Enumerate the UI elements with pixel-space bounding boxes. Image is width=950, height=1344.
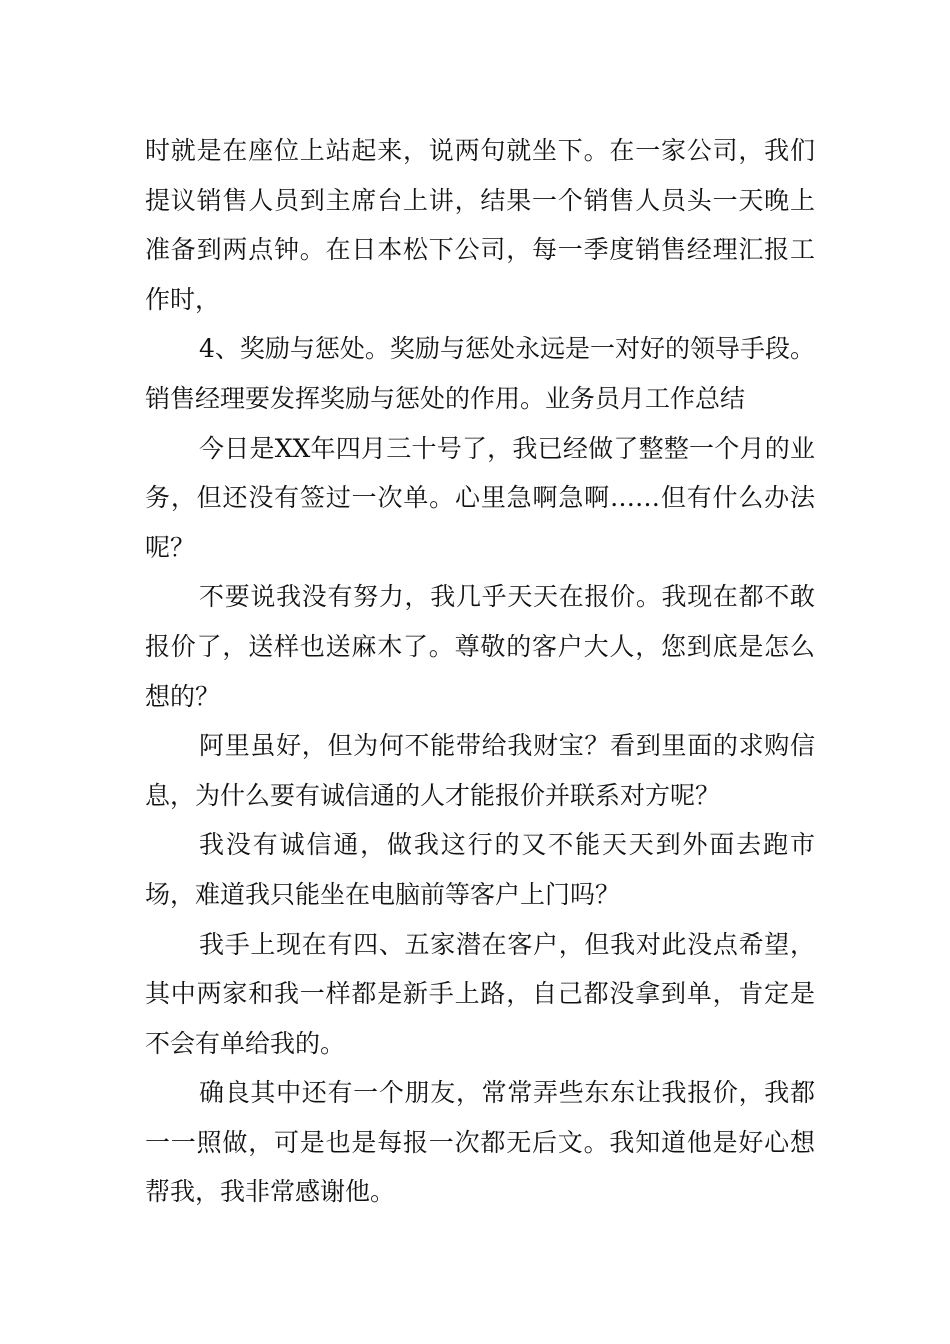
paragraph-8: 确良其中还有一个朋友，常常弄些东东让我报价，我都一一照做，可是也是每报一次都无后文。我知道他是好心想帮我，我非常感谢他。 (145, 1078, 815, 1207)
document-body (145, 126, 815, 1217)
paragraph-5: 阿里虽好，但为何不能带给我财宝？看到里面的求购信息，为什么要有诚信通的人才能报价并联系对方呢？ (145, 731, 815, 810)
paragraph-4: 不要说我没有努力，我几乎天天在报价。我现在都不敢报价了，送样也送麻木了。尊敬的客户大人，您到底是怎么想的？ (145, 582, 815, 711)
paragraph-7: 我手上现在有四、五家潜在客户，但我对此没点希望，其中两家和我一样都是新手上路，自己都没拿到单，肯定是不会有单给我的。 (145, 929, 815, 1058)
paragraph-1: 时就是在座位上站起来，说两句就坐下。在一家公司，我们提议销售人员到主席台上讲，结果一个销售人员头一天晚上准备到两点钟。在日本松下公司，每一季度销售经理汇报工作时， (145, 136, 815, 314)
paragraph-3: 今日是XX年四月三十号了，我已经做了整整一个月的业务，但还没有签过一次单。心里急啊急啊……但有什么办法呢？ (145, 433, 815, 562)
paragraph-2: 4、奖励与惩处。奖励与惩处永远是一对好的领导手段。销售经理要发挥奖励与惩处的作用。业务员月工作总结 (145, 334, 815, 413)
paragraph-6: 我没有诚信通，做我这行的又不能天天到外面去跑市场，难道我只能坐在电脑前等客户上门吗？ (145, 830, 815, 909)
